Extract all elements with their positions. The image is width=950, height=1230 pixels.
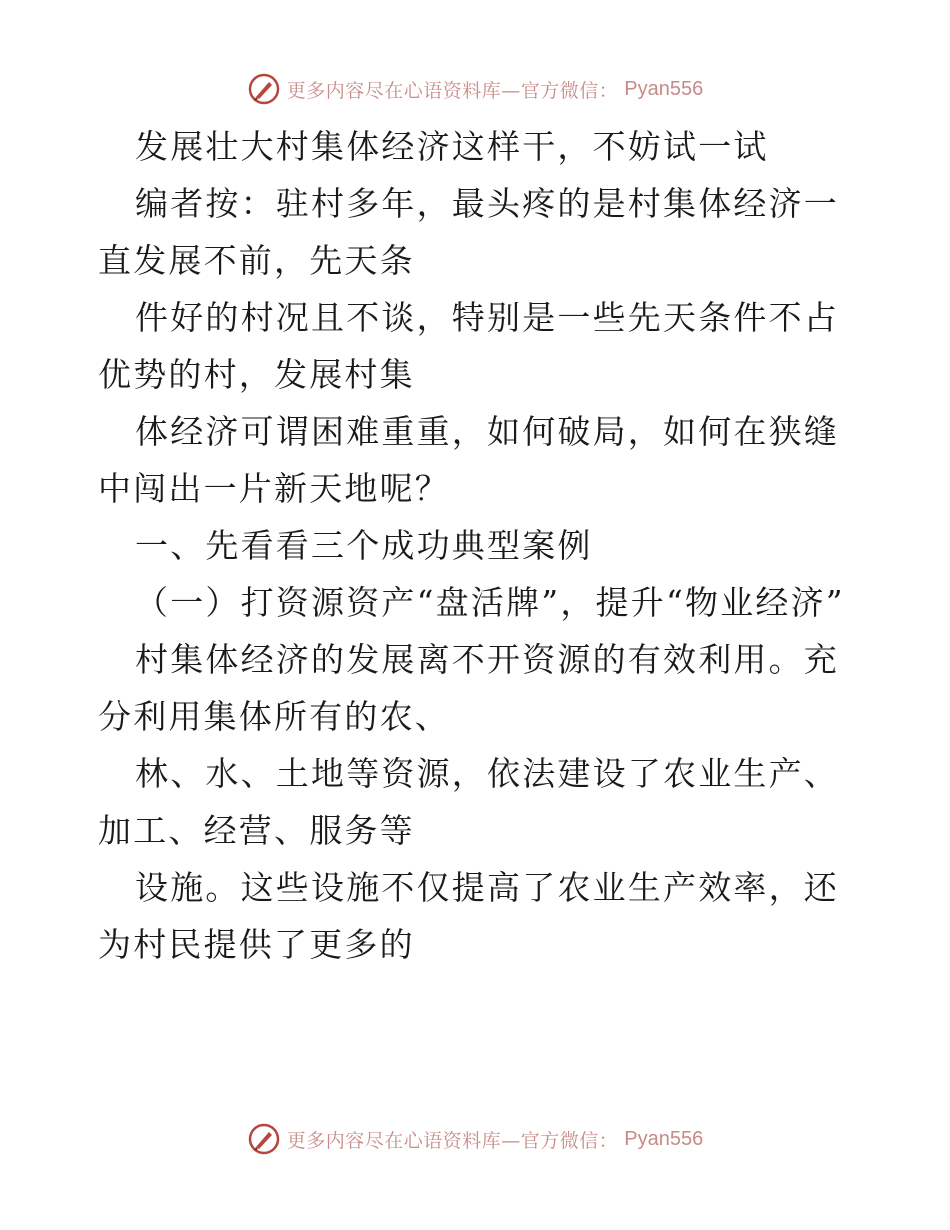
watermark-text: 更多内容尽在心语资料库—官方微信： [286,79,619,102]
paragraph: 林、水、土地等资源，依法建设了农业生产、加工、经营、服务等 [98,754,839,850]
watermark-wechat-id: Pyan556 [624,77,704,100]
pen-circle-logo-icon [247,1122,281,1156]
paragraph: 设施。这些设施不仅提高了农业生产效率，还为村民提供了更多的 [98,868,839,964]
section-heading: 一、先看看三个成功典型案例 [135,526,593,565]
document-title: 发展壮大村集体经济这样干，不妨试一试 [135,127,769,166]
pen-circle-logo-icon [247,72,281,106]
paragraph: 村集体经济的发展离不开资源的有效利用。充分利用集体所有的农、 [98,640,839,736]
paragraph: 件好的村况且不谈，特别是一些先天条件不占优势的村，发展村集 [98,298,839,394]
subsection-heading: （一）打资源资产“盘活牌”，提升“物业经济” [135,583,845,622]
document-body [98,118,858,973]
watermark-wechat-id: Pyan556 [624,1127,704,1150]
paragraph: 体经济可谓困难重重，如何破局，如何在狭缝中闯出一片新天地呢？ [98,412,839,508]
watermark-text: 更多内容尽在心语资料库—官方微信： [286,1129,619,1152]
header-watermark [0,72,950,106]
footer-watermark [0,1122,950,1156]
paragraph: 编者按：驻村多年，最头疼的是村集体经济一直发展不前，先天条 [98,184,839,280]
